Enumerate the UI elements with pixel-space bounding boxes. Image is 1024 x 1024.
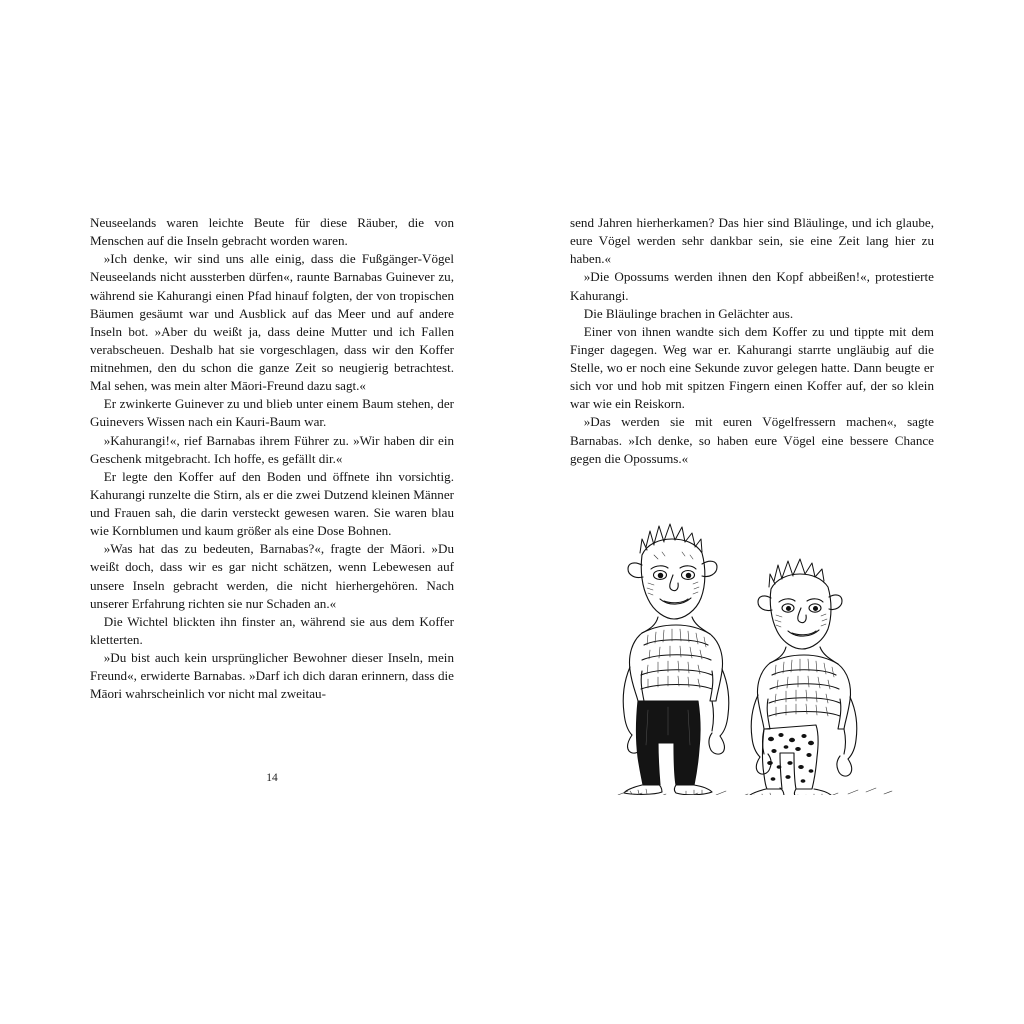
paragraph: »Was hat das zu bedeuten, Barnabas?«, fragte der Māori. »Du weißt doch, dass wir es gar nicht schätzen, wenn Lebewesen auf unsere Inseln gebracht werden, die nicht hierhergehören. Nach unserer Erfahrung richten sie nur Schaden an.« <box>90 541 454 611</box>
paragraph: Einer von ihnen wandte sich dem Koffer zu und tippte mit dem Finger dagegen. Weg war er. Kahurangi starrte ungläubig auf die Stelle, wo er noch eine Sekunde zuvor gelegen hatte. Dann beugte er sich vor und hob mit spitzen Fingern einen Koffer auf, der so klein war wie ein Reiskorn. <box>570 323 934 412</box>
paragraph: Er legte den Koffer auf den Boden und öffnete ihn vorsichtig. Kahurangi runzelte die Stirn, als er die zwei Dutzend kleinen Männer und Frauen sah, die darin versteckt gewesen waren. Sie waren blau wie Kornblumen und kaum größer als eine Dose Bohnen. <box>90 468 454 539</box>
paragraph: »Kahurangi!«, rief Barnabas ihrem Führer zu. »Wir haben dir ein Geschenk mitgebracht. Ich hoffe, es gefällt dir.« <box>90 432 454 466</box>
page-number: 14 <box>266 772 278 784</box>
paragraph: Die Bläulinge brachen in Gelächter aus. <box>583 305 794 321</box>
left-page-text-column <box>90 214 454 703</box>
paragraph: send Jahren hierherkamen? Das hier sind Bläulinge, und ich glaube, eure Vögel werden sehr dankbar sein, sie eine Zeit lang hier zu haben.« <box>570 215 934 267</box>
paragraph: Die Wichtel blickten ihn finster an, während sie aus dem Koffer kletterten. <box>90 613 454 647</box>
paragraph: »Ich denke, wir sind uns alle einig, dass die Fußgänger-Vögel Neuseelands nicht aussterben dürfen«, raunte Barnabas Guinever zu, während sie Kahurangi einen Pfad hinauf folgten, der von tropischen Bäumen gesäumt war und Ausblick auf das Meer und auf andere Inseln bot. »Aber du weißt ja, dass deine Mutter und ich Fallen verabscheuen. Deshalb hat sie vorgeschlagen, dass wir den Koffer mitnehmen, den du schon die ganze Zeit so neugierig betrachtest. Mal sehen, was mein alter Māori-Freund dazu sagt.« <box>90 251 454 394</box>
two-troll-creatures-ink-drawing <box>598 495 918 795</box>
paragraph: »Du bist auch kein ursprünglicher Bewohner dieser Inseln, mein Freund«, erwiderte Barnabas. »Darf ich dich daran erinnern, dass die Māori wahrscheinlich vor nicht mal zweitau- <box>90 650 454 702</box>
paragraph: Er zwinkerte Guinever zu und blieb unter einem Baum stehen, der Guinevers Wissen nach ein Kauri-Baum war. <box>90 396 454 430</box>
paragraph: »Die Opossums werden ihnen den Kopf abbeißen!«, protestierte Kahurangi. <box>570 269 934 303</box>
right-page-text-column <box>570 214 934 468</box>
paragraph: Neuseelands waren leichte Beute für diese Räuber, die von Menschen auf die Inseln gebracht worden waren. <box>90 215 454 249</box>
paragraph: »Das werden sie mit euren Vögelfressern machen«, sagte Barnabas. »Ich denke, so haben eure Vögel eine bessere Chance gegen die Opossums.« <box>570 414 934 466</box>
